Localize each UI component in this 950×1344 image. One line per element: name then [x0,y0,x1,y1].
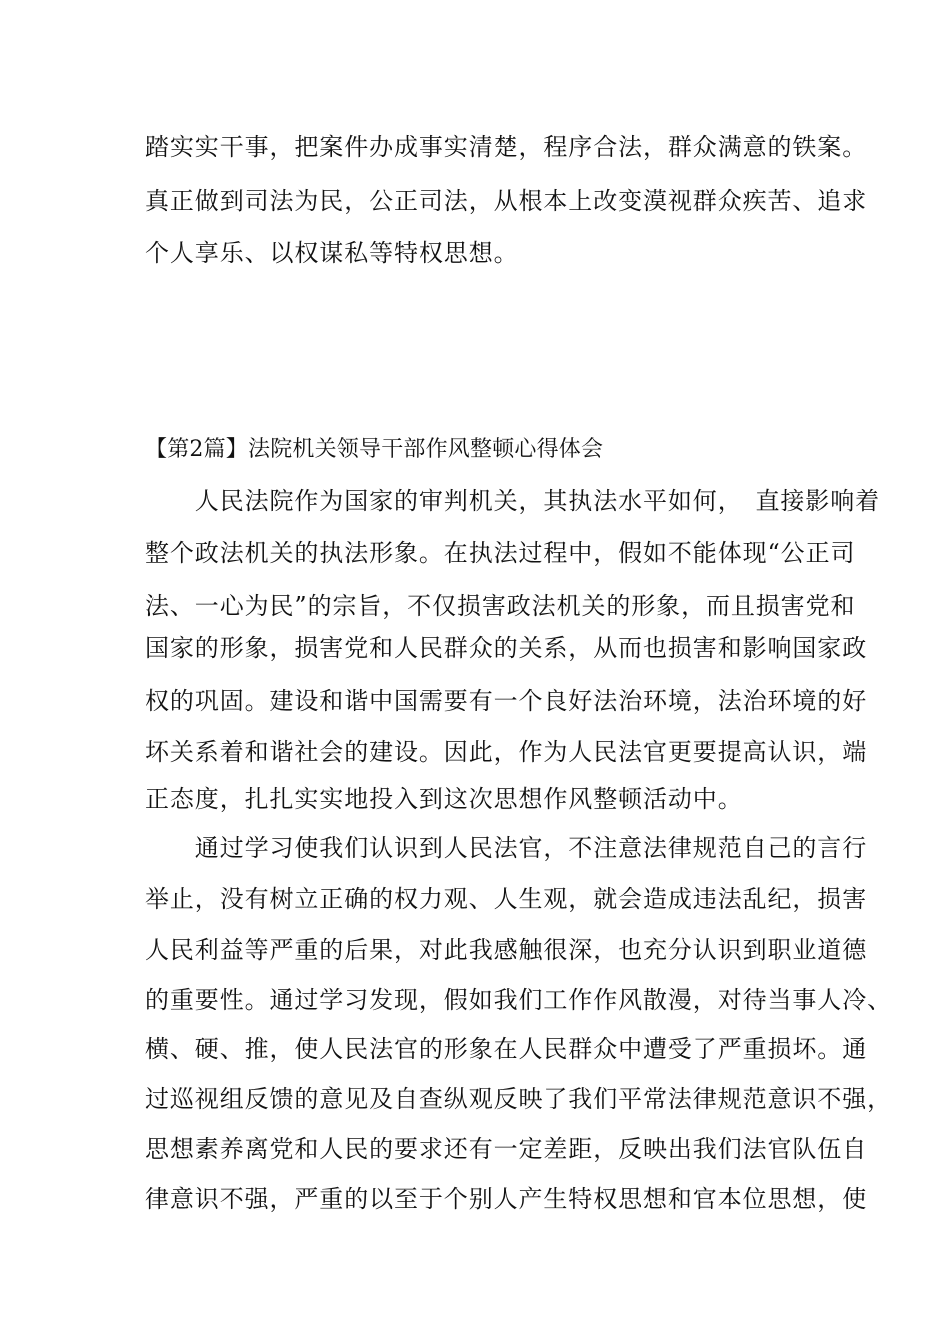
text-line: 思想素养离党和人民的要求还有一定差距，反映出我们法官队伍自 [145,1135,868,1163]
text-line: 权的巩固。建设和谐中国需要有一个良好法治环境，法治环境的好 [145,687,868,715]
text-line: 人民利益等严重的后果，对此我感触很深，也充分认识到职业道德 [145,936,868,964]
text-line: 律意识不强，严重的以至于个别人产生特权思想和官本位思想，使 [145,1185,868,1213]
section-heading: 【第2篇】法院机关领导干部作风整顿心得体会 [145,437,604,462]
text-line: 整个政法机关的执法形象。在执法过程中，假如不能体现“公正司 [145,539,856,567]
text-line: 举止，没有树立正确的权力观、人生观，就会造成违法乱纪，损害 [145,885,868,913]
text-line: 真正做到司法为民，公正司法，从根本上改变漠视群众疾苦、追求 [145,187,868,215]
text-line: 坏关系着和谐社会的建设。因此，作为人民法官更要提高认识，端 [145,738,868,766]
text-line: 踏实实干事，把案件办成事实清楚，程序合法，群众满意的铁案。 [145,133,868,161]
text-line: 国家的形象，损害党和人民群众的关系，从而也损害和影响国家政 [145,634,868,662]
text-line: 正态度，扎扎实实地投入到这次思想作风整顿活动中。 [145,785,743,813]
text-line: 法、一心为民”的宗旨，不仅损害政法机关的形象，而且损害党和 [145,592,856,620]
text-line: 通过学习使我们认识到人民法官，不注意法律规范自己的言行 [145,834,868,862]
text-line: 个人享乐、以权谋私等特权思想。 [145,239,519,267]
text-line: 过巡视组反馈的意见及自查纵观反映了我们平常法律规范意识不强， [145,1085,892,1113]
text-line: 横、硬、推，使人民法官的形象在人民群众中遭受了严重损坏。通 [145,1035,868,1063]
text-line: 的重要性。通过学习发现，假如我们工作作风散漫，对待当事人冷、 [145,986,892,1014]
text-line: 人民法院作为国家的审判机关，其执法水平如何， 直接影响着 [145,487,880,515]
